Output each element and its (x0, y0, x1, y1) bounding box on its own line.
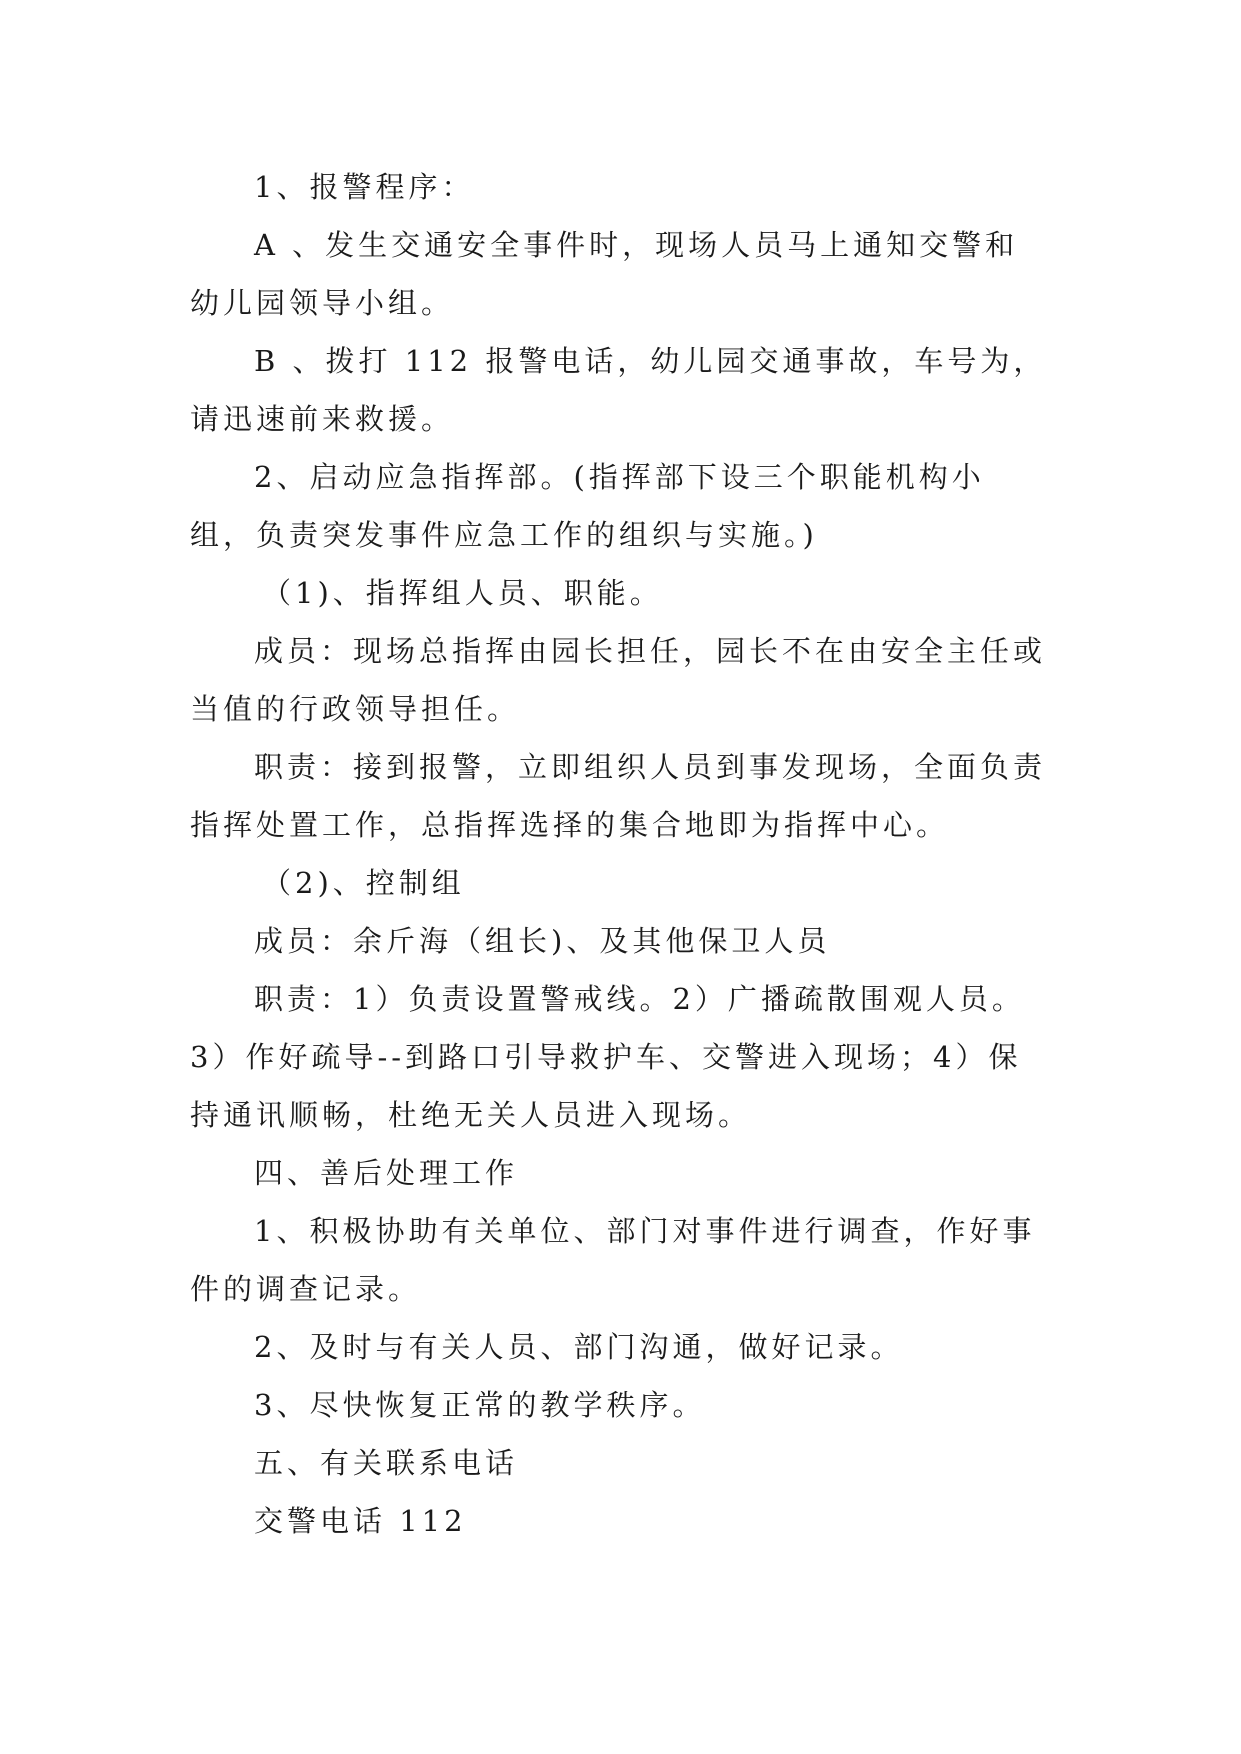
document-body (190, 158, 1050, 1550)
paragraph-command-duties: 职责：接到报警，立即组织人员到事发现场，全面负责指挥处置工作，总指挥选择的集合地即为指挥中心。 (190, 750, 1047, 842)
paragraph-step-a: A 、发生交通安全事件时，现场人员马上通知交警和幼儿园领导小组。 (190, 228, 1019, 320)
paragraph-control-group: （2)、控制组 (262, 866, 465, 900)
paragraph-aftermath-2: 2、及时与有关人员、部门沟通，做好记录。 (254, 1330, 904, 1364)
paragraph-control-members: 成员：余斤海（组长)、及其他保卫人员 (254, 924, 831, 958)
paragraph-aftermath-3: 3、尽快恢复正常的教学秩序。 (254, 1388, 706, 1422)
paragraph-traffic-police-phone: 交警电话 112 (254, 1504, 467, 1538)
paragraph-command-members: 成员：现场总指挥由园长担任，园长不在由安全主任或当值的行政领导担任。 (190, 634, 1047, 726)
paragraph-command-center: 2、启动应急指挥部。(指挥部下设三个职能机构小组，负责突发事件应急工作的组织与实施。) (190, 460, 985, 552)
paragraph-aftermath-1: 1、积极协助有关单位、部门对事件进行调查，作好事件的调查记录。 (190, 1214, 1036, 1306)
paragraph-control-duties: 职责：1）负责设置警戒线。2）广播疏散围观人员。3）作好疏导--到路口引导救护车、交警进入现场；4）保持通讯顺畅，杜绝无关人员进入现场。 (190, 982, 1025, 1132)
paragraph-alarm-procedure: 1、报警程序： (254, 170, 475, 204)
section-heading-contacts: 五、有关联系电话 (254, 1446, 519, 1480)
paragraph-command-group: （1)、指挥组人员、职能。 (262, 576, 663, 610)
section-heading-aftermath: 四、善后处理工作 (254, 1156, 519, 1190)
paragraph-step-b: B 、拨打 112 报警电话，幼儿园交通事故，车号为，请迅速前来救援。 (190, 344, 1047, 436)
